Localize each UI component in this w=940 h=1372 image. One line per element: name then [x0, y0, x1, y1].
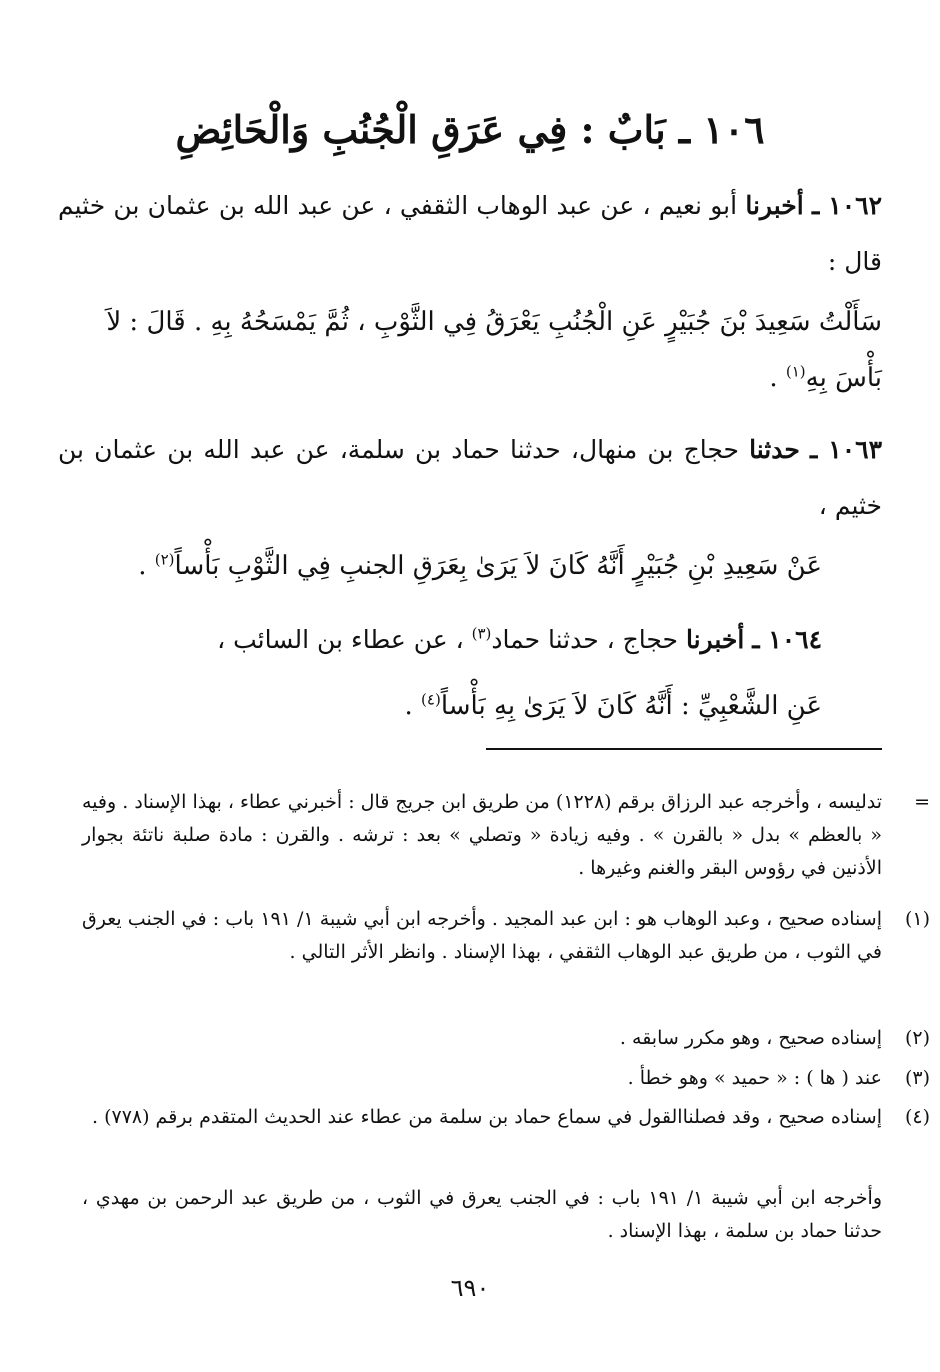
- footnote-text: إسناده صحيح ، وعبد الوهاب هو : ابن عبد المجيد . وأخرجه ابن أبي شيبة ١/ ١٩١ باب : في الجنب يعرق في الثوب ، من طريق عبد الوهاب الثقفي ، بهذا الإسناد . وانظر الأثر التالي .: [82, 908, 882, 963]
- hadith-lead: حدثنا: [749, 435, 800, 464]
- footnote-text: وأخرجه ابن أبي شيبة ١/ ١٩١ باب : في الجنب يعرق في الثوب ، من طريق عبد الرحمن بن مهدي ، حدثنا حماد بن سلمة ، بهذا الإسناد .: [82, 1187, 882, 1242]
- page-number: ٦٩٠: [450, 1274, 490, 1302]
- hadith-matn: عَنِ الشَّعْبِيِّ : أَنَّهُ كَانَ لاَ يَرَىٰ بِهِ بَأْساً: [440, 691, 822, 721]
- footnote-text: تدليسه ، وأخرجه عبد الرزاق برقم (١٢٢٨) من طريق ابن جريج قال : أخبرني عطاء ، بهذا الإسناد . وفيه « بالعظم » بدل « بالقرن » . وفيه زيادة « وتصلي » بعد : ترشه . والقرن : مادة صلبة ناتئة بجوار الأذنين في رؤوس البقر والغنم وغيرها .: [82, 791, 882, 879]
- hadith-matn: سَأَلْتُ سَعِيدَ بْنَ جُبَيْرٍ عَنِ الْجُنُبِ يَعْرَقُ فِي الثَّوْبِ ، ثُمَّ يَمْسَحُهُ بِهِ . قَالَ : لاَ بَأْسَ بِهِ: [106, 307, 882, 393]
- footnote-3: [82, 1062, 930, 1095]
- hadith-1064-isnad: [58, 612, 822, 668]
- hadith-number: ١٠٦٤ ـ: [752, 625, 822, 654]
- footnote-text: إسناده صحيح ، وهو مكرر سابقه .: [619, 1027, 882, 1049]
- footnote-separator: [486, 748, 882, 750]
- matn-end: .: [138, 551, 155, 581]
- footnote-1: [82, 903, 930, 969]
- hadith-1062-matn: [62, 294, 882, 406]
- footnote-ref: (٢): [154, 550, 175, 569]
- hadith-isnad: حجاج ، حدثنا حماد: [491, 625, 679, 654]
- footnote-mark: (٤): [904, 1106, 930, 1128]
- matn-end: .: [769, 363, 786, 393]
- footnote-text: عند ( ها ) : « حميد » وهو خطأ .: [627, 1067, 882, 1089]
- footnote-mark: (٢): [904, 1027, 930, 1049]
- hadith-isnad: حجاج بن منهال، حدثنا حماد بن سلمة، عن عبد الله بن عثمان بن خثيم ،: [58, 435, 882, 520]
- footnote-ref: (٤): [421, 690, 441, 709]
- continuation-mark: =: [914, 791, 930, 813]
- footnote-text: إسناده صحيح ، وقد فصلناالقول في سماع حماد بن سلمة من عطاء عند الحديث المتقدم برقم (٧٧٨) .: [91, 1106, 882, 1128]
- footnote-mark: (٣): [904, 1067, 930, 1089]
- hadith-1064-matn: [62, 678, 822, 734]
- footnote-4: [82, 1101, 930, 1134]
- matn-end: .: [404, 691, 422, 721]
- hadith-isnad: أبو نعيم ، عن عبد الوهاب الثقفي ، عن عبد الله بن عثمان بن خثيم قال :: [58, 191, 882, 276]
- hadith-1062-isnad: [58, 178, 882, 290]
- footnote-ref: (٣): [471, 624, 492, 643]
- hadith-lead: أخبرنا: [685, 625, 745, 654]
- chapter-title: ١٠٦ ـ بَابٌ : فِي عَرَقِ الْجُنُبِ وَالْحَائِضِ: [175, 107, 765, 152]
- footnote-mark: (١): [904, 908, 930, 930]
- footnote-2: [82, 1022, 930, 1055]
- hadith-number: ١٠٦٢ ـ: [811, 191, 883, 220]
- footnote-4-extra: [82, 1182, 882, 1248]
- hadith-lead: أخبرنا: [745, 191, 804, 220]
- footnote-ref: (١): [785, 362, 806, 381]
- hadith-isnad-end: ، عن عطاء بن السائب ،: [217, 625, 472, 654]
- hadith-matn: عَنْ سَعِيدِ بْنِ جُبَيْرٍ أَنَّهُ كَانَ لاَ يَرَىٰ بِعَرَقِ الجنبِ فِي الثَّوْبِ بَأْساً: [174, 551, 822, 581]
- hadith-number: ١٠٦٣ ـ: [810, 435, 883, 464]
- hadith-1063-matn: [62, 538, 822, 594]
- hadith-1063-isnad: [58, 422, 882, 534]
- footnote-continuation: [82, 786, 930, 885]
